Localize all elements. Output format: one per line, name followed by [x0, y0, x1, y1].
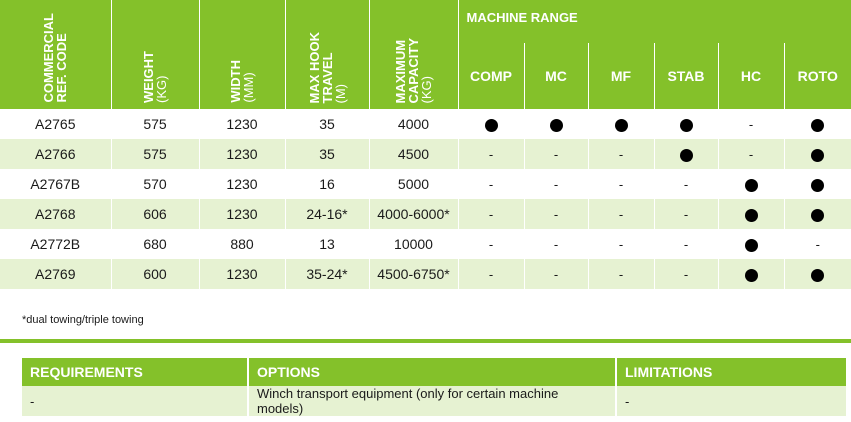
cell-machine-comp — [458, 229, 524, 259]
cell-hook: 35 — [285, 139, 369, 169]
cell-code — [0, 259, 111, 289]
cell-weight: 570 — [111, 169, 199, 199]
cell-machine-comp — [458, 109, 524, 139]
not-available-dash: - — [488, 147, 494, 162]
cell-code — [0, 199, 111, 229]
not-available-dash: - — [618, 237, 624, 252]
limitations-value: - — [616, 386, 846, 416]
header-width-unit: (MM) — [241, 72, 256, 103]
header-ref-code-label: COMMERCIAL REF. CODE — [41, 13, 70, 103]
not-available-dash: - — [748, 147, 754, 162]
header-ref-code — [0, 0, 111, 109]
cell-machine-mf — [588, 169, 654, 199]
header-capacity-label: MAXIMUM CAPACITY — [393, 37, 421, 103]
options-header: OPTIONS — [248, 358, 616, 386]
cell-machine-stab — [654, 109, 718, 139]
cell-capacity: 4000-6000* — [369, 199, 458, 229]
cell-hook: 16 — [285, 169, 369, 199]
cell-weight: 680 — [111, 229, 199, 259]
cell-machine-roto — [784, 259, 851, 289]
header-hook-travel — [285, 0, 369, 109]
compatible-dot-icon — [745, 179, 758, 192]
not-available-dash: - — [553, 237, 559, 252]
not-available-dash: - — [618, 267, 624, 282]
limitations-header: LIMITATIONS — [616, 358, 846, 386]
cell-hook: 13 — [285, 229, 369, 259]
cell-machine-stab — [654, 139, 718, 169]
cell-width: 1230 — [199, 139, 285, 169]
not-available-dash: - — [683, 177, 689, 192]
cell-machine-mc — [524, 169, 588, 199]
compatible-dot-icon — [550, 119, 563, 132]
header-width — [199, 0, 285, 109]
compatible-dot-icon — [811, 209, 824, 222]
ref-code: A2767B — [30, 176, 81, 192]
header-machine-comp: COMP — [458, 43, 524, 109]
cell-machine-mf — [588, 229, 654, 259]
table-row — [0, 229, 851, 259]
compatible-dot-icon — [745, 269, 758, 282]
cell-width: 1230 — [199, 169, 285, 199]
header-hook-travel-unit: (M) — [332, 83, 348, 103]
header-weight-label: WEIGHT — [141, 51, 156, 103]
cell-machine-stab — [654, 259, 718, 289]
cell-machine-comp — [458, 139, 524, 169]
cell-machine-mf — [588, 199, 654, 229]
cell-machine-roto — [784, 229, 851, 259]
cell-width: 1230 — [199, 199, 285, 229]
cell-machine-hc — [718, 199, 784, 229]
cell-machine-stab — [654, 169, 718, 199]
cell-code — [0, 229, 111, 259]
cell-machine-comp — [458, 199, 524, 229]
header-machine-range: MACHINE RANGE — [458, 0, 851, 43]
not-available-dash: - — [618, 147, 624, 162]
ref-code: A2768 — [35, 206, 76, 222]
cell-capacity: 4500 — [369, 139, 458, 169]
cell-code — [0, 169, 111, 199]
header-machine-stab: STAB — [654, 43, 718, 109]
cell-machine-comp — [458, 169, 524, 199]
cell-weight: 575 — [111, 139, 199, 169]
not-available-dash: - — [815, 237, 820, 252]
cell-code — [0, 139, 111, 169]
section-divider — [0, 339, 851, 343]
ref-code: A2766 — [35, 146, 76, 162]
cell-machine-stab — [654, 199, 718, 229]
not-available-dash: - — [683, 267, 689, 282]
cell-machine-mc — [524, 259, 588, 289]
not-available-dash: - — [553, 207, 559, 222]
cell-machine-mf — [588, 109, 654, 139]
cell-machine-mf — [588, 139, 654, 169]
header-machine-mc: MC — [524, 43, 588, 109]
cell-hook: 24-16* — [285, 199, 369, 229]
cell-weight: 575 — [111, 109, 199, 139]
not-available-dash: - — [488, 207, 494, 222]
ref-code: A2769 — [35, 266, 76, 282]
cell-machine-roto — [784, 139, 851, 169]
cell-hook: 35 — [285, 109, 369, 139]
header-width-label: WIDTH — [228, 60, 243, 103]
compatible-dot-icon — [811, 179, 824, 192]
not-available-dash: - — [683, 207, 689, 222]
compatible-dot-icon — [811, 149, 824, 162]
compatible-dot-icon — [485, 119, 498, 132]
not-available-dash: - — [683, 237, 689, 252]
cell-machine-hc — [718, 109, 784, 139]
cell-machine-hc — [718, 259, 784, 289]
cell-machine-roto — [784, 199, 851, 229]
compatible-dot-icon — [811, 269, 824, 282]
ref-code: A2772B — [30, 236, 81, 252]
not-available-dash: - — [618, 177, 624, 192]
options-value: Winch transport equipment (only for certain machine models) — [248, 386, 616, 416]
cell-code — [0, 109, 111, 139]
cell-machine-roto — [784, 109, 851, 139]
table-row — [0, 139, 851, 169]
table-row — [0, 109, 851, 139]
table-row — [0, 259, 851, 289]
header-machine-hc: HC — [718, 43, 784, 109]
cell-hook: 35-24* — [285, 259, 369, 289]
compatible-dot-icon — [811, 119, 824, 132]
cell-machine-roto — [784, 169, 851, 199]
cell-machine-hc — [718, 139, 784, 169]
spec-table-body — [0, 109, 851, 289]
cell-width: 1230 — [199, 259, 285, 289]
cell-capacity: 4000 — [369, 109, 458, 139]
requirements-value: - — [22, 386, 248, 416]
compatible-dot-icon — [680, 119, 693, 132]
compatible-dot-icon — [745, 209, 758, 222]
compatible-dot-icon — [680, 149, 693, 162]
not-available-dash: - — [553, 177, 559, 192]
ref-code: A2765 — [35, 116, 76, 132]
cell-weight: 606 — [111, 199, 199, 229]
header-capacity — [369, 0, 458, 109]
compatible-dot-icon — [745, 239, 758, 252]
header-weight-unit: (KG) — [154, 75, 169, 103]
cell-machine-comp — [458, 259, 524, 289]
table-row — [0, 169, 851, 199]
cell-capacity: 10000 — [369, 229, 458, 259]
cell-machine-mf — [588, 259, 654, 289]
header-machine-roto: ROTO — [784, 43, 851, 109]
table-row — [0, 199, 851, 229]
cell-machine-mc — [524, 139, 588, 169]
header-machine-mf: MF — [588, 43, 654, 109]
not-available-dash: - — [618, 207, 624, 222]
compatible-dot-icon — [615, 119, 628, 132]
footnote: *dual towing/triple towing — [22, 314, 144, 326]
header-capacity-unit: (KG) — [419, 75, 434, 103]
cell-machine-stab — [654, 229, 718, 259]
cell-width: 1230 — [199, 109, 285, 139]
not-available-dash: - — [748, 117, 754, 132]
requirements-table — [22, 358, 846, 416]
cell-weight: 600 — [111, 259, 199, 289]
not-available-dash: - — [488, 267, 494, 282]
cell-machine-mc — [524, 229, 588, 259]
not-available-dash: - — [553, 267, 559, 282]
cell-machine-hc — [718, 229, 784, 259]
cell-capacity: 5000 — [369, 169, 458, 199]
cell-capacity: 4500-6750* — [369, 259, 458, 289]
not-available-dash: - — [553, 147, 559, 162]
cell-machine-mc — [524, 199, 588, 229]
not-available-dash: - — [488, 237, 494, 252]
cell-width: 880 — [199, 229, 285, 259]
cell-machine-hc — [718, 169, 784, 199]
header-hook-travel-label: MAX HOOK TRAVEL — [306, 31, 335, 103]
not-available-dash: - — [488, 177, 494, 192]
requirements-header: REQUIREMENTS — [22, 358, 248, 386]
cell-machine-mc — [524, 109, 588, 139]
header-weight — [111, 0, 199, 109]
